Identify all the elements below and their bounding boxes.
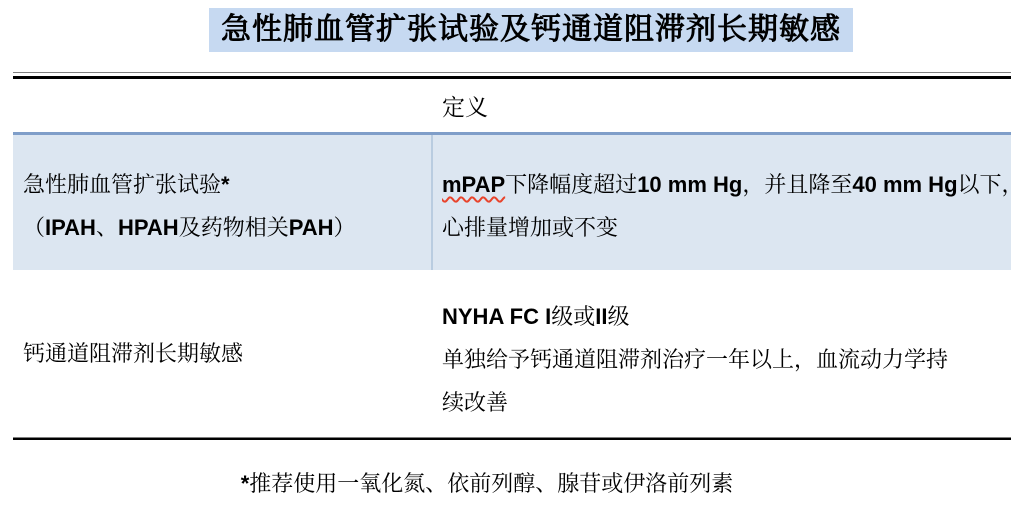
ccb-name-text: 钙通道阻滞剂长期敏感 [23,341,244,366]
test-definition-line2: 心排量增加或不变 [442,215,619,240]
test-name-cell [13,135,433,270]
test-name-text: 急性肺血管扩张试验 [23,172,222,197]
connector-text: 及药物相关 [178,215,289,240]
table-top-border [13,72,1011,79]
definition-text: ，并且降至 [742,172,853,197]
paren-close: ） [333,215,356,240]
table-header-row [13,79,1011,132]
term-ipah: IPAH [45,215,96,240]
value-40mmhg: 40 mm Hg [852,172,958,197]
footnote-marker-star: * [221,172,230,197]
definition-text: 下降幅度超过 [505,172,638,197]
term-nyha-fc-i: NYHA FC I [442,304,552,329]
ccb-definition-line2: 单独给予钙通道阻滞剂治疗一年以上，血流动力学持 [442,347,949,372]
paren-open: （ [23,215,46,240]
test-name-line2 [23,206,431,249]
value-10mmhg: 10 mm Hg [637,172,743,197]
definition-text: 级或 [551,304,596,329]
vasodilation-test-row [13,132,1024,270]
separator: 、 [95,215,118,240]
footnote-text: 推荐使用一氧化氮、依前列醇、腺苷或伊洛前列素 [249,471,734,496]
ccb-sensitivity-row [13,270,1011,437]
term-class-ii: II [595,304,608,329]
ccb-definition-line3: 续改善 [442,390,509,415]
table-bottom-border [13,437,1011,440]
test-name-line1 [23,163,431,206]
test-definition-line1 [442,163,1024,206]
definition-text: 级 [607,304,630,329]
ccb-name-cell [13,270,433,437]
footnote [0,468,999,500]
definition-text: 以下， [957,172,1024,197]
definition-table [13,72,1024,440]
ccb-definition-cell [433,270,1011,437]
term-hpah: HPAH [117,215,179,240]
test-definition-cell [433,135,1024,270]
term-mpap-spellcheck-squiggle: mPAP [442,172,506,197]
table-title: 急性肺血管扩张试验及钙通道阻滞剂长期敏感 [209,8,853,52]
title-area [0,0,1024,52]
definition-column-header: 定义 [442,94,488,120]
footnote-star: * [240,471,250,496]
term-pah: PAH [288,215,334,240]
ccb-definition-line1 [442,295,1011,338]
